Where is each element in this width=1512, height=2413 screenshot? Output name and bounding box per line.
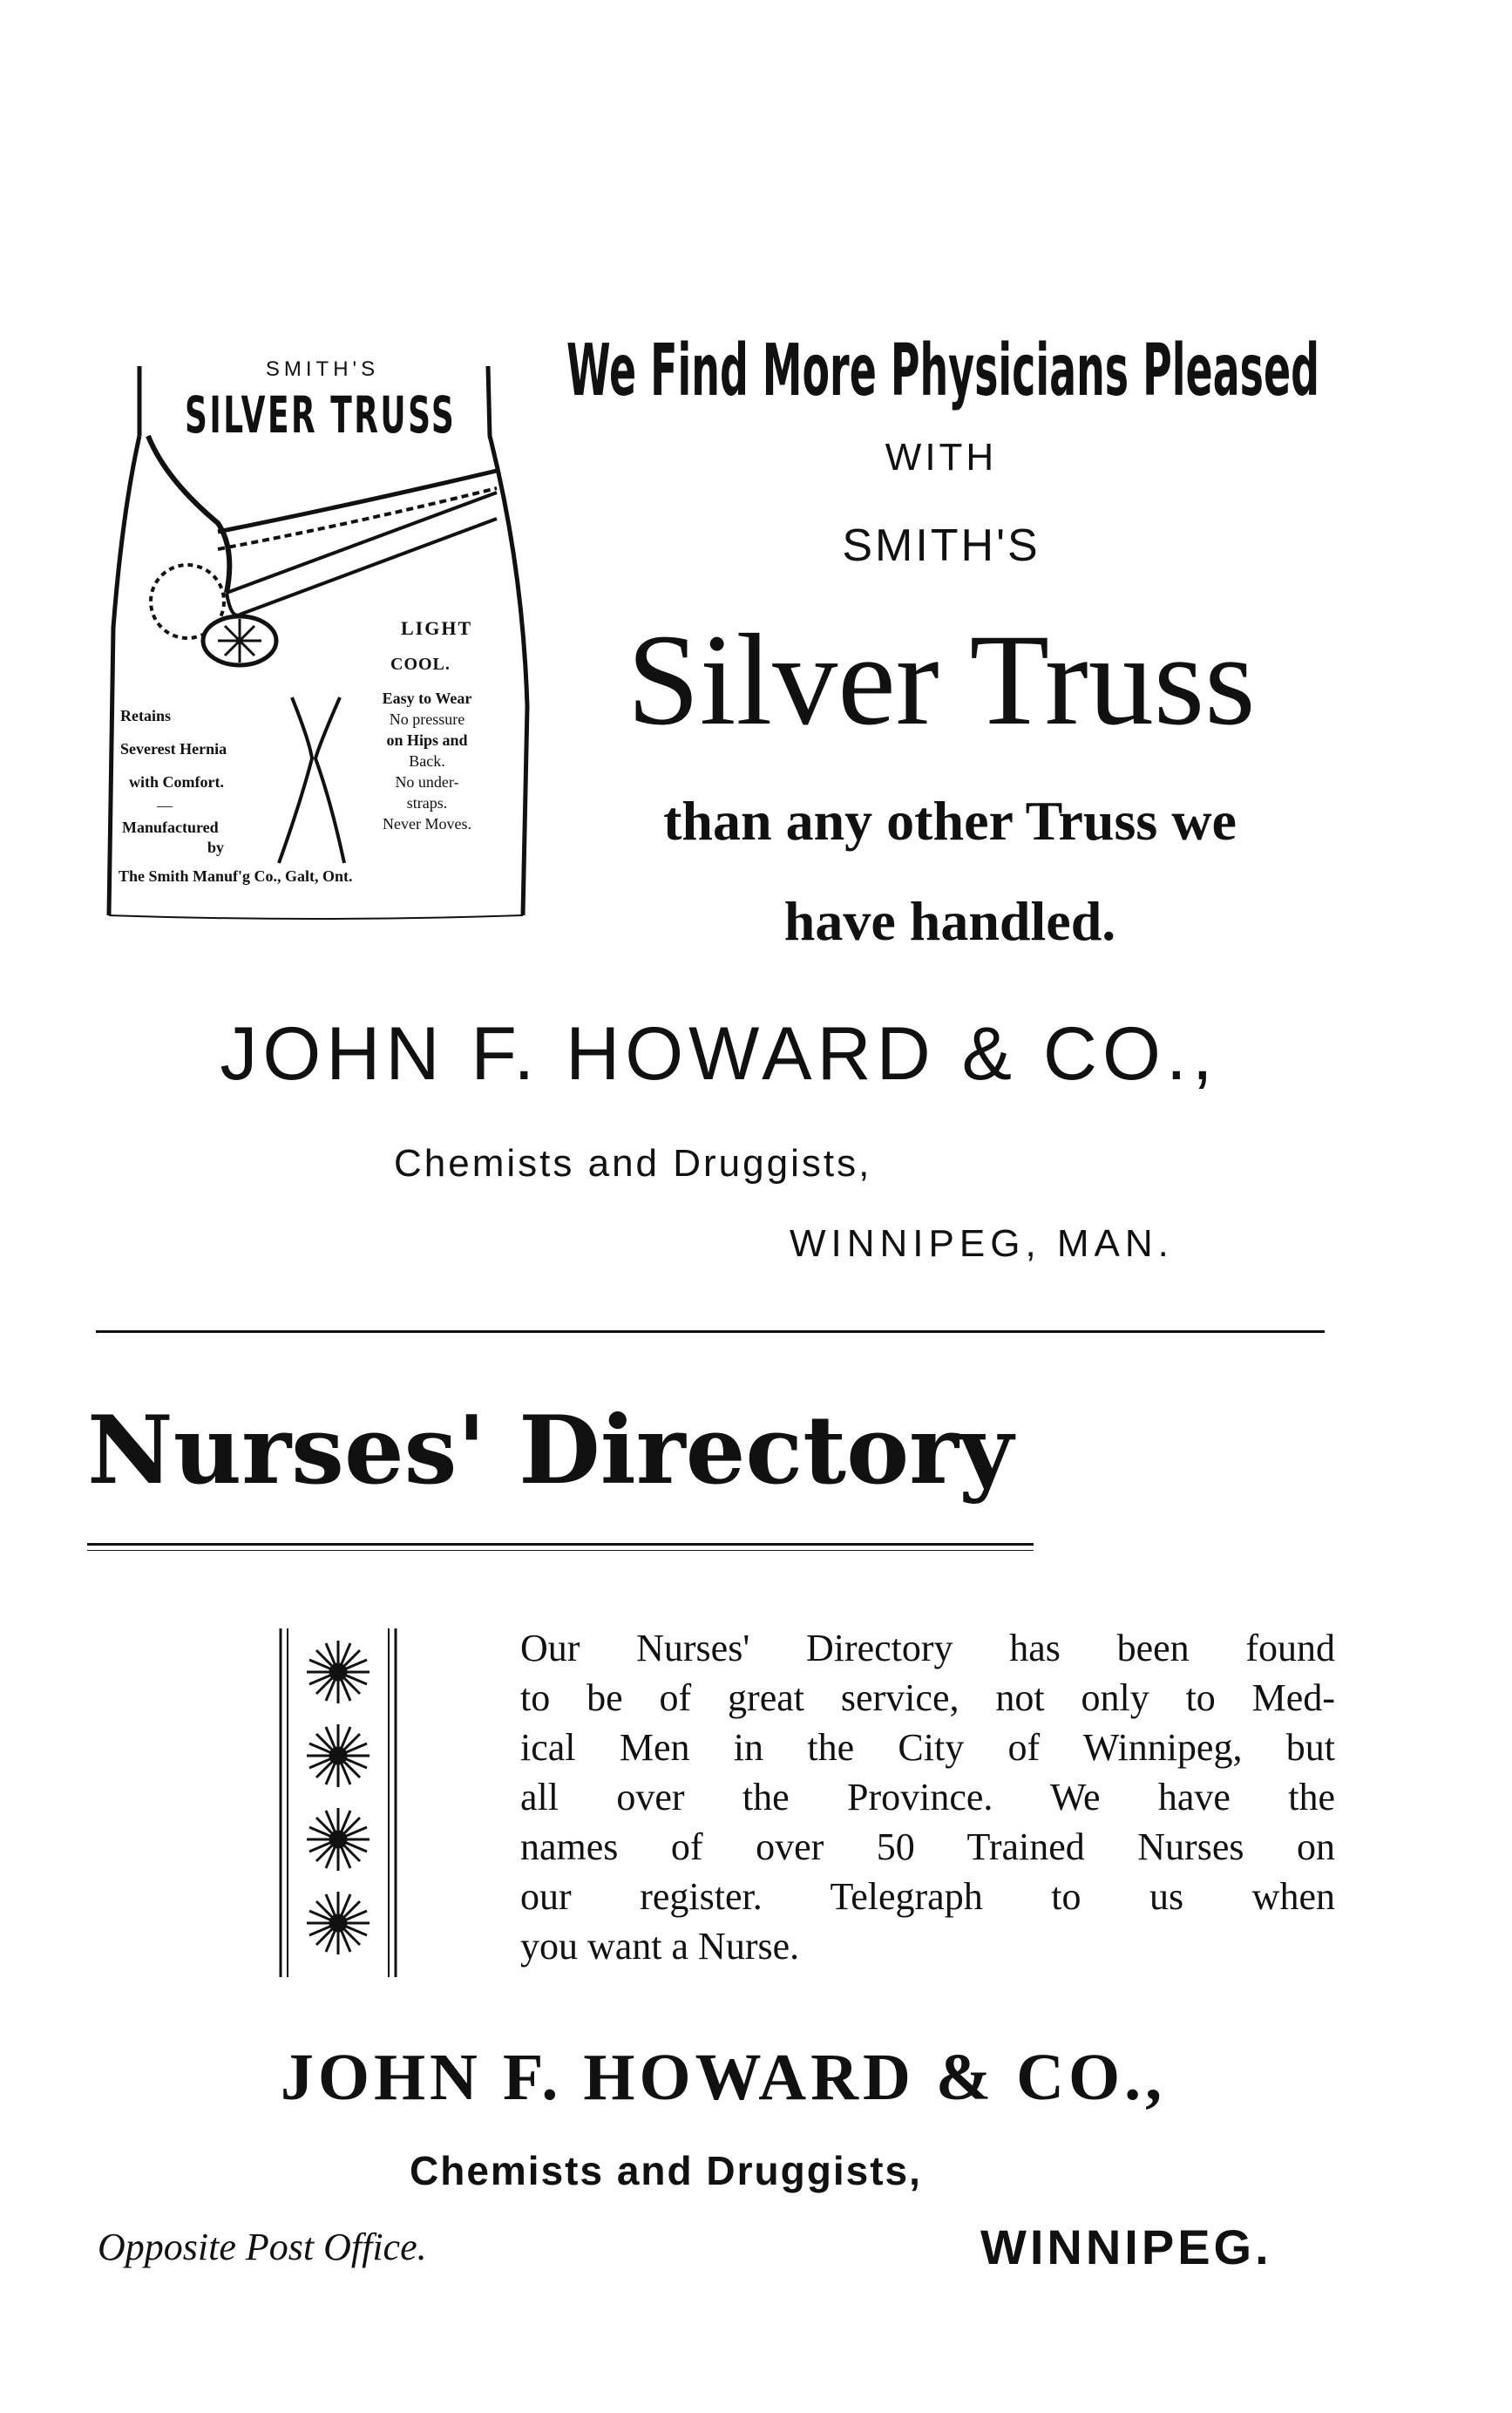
truss-light: LIGHT xyxy=(401,617,473,639)
section-divider xyxy=(96,1330,1325,1333)
truss-company-descriptor: Chemists and Druggists, xyxy=(394,1142,872,1185)
truss-retains-2: Severest Hernia xyxy=(120,740,227,758)
nurses-description-line: Our Nurses' Directory has been found xyxy=(520,1627,1335,1669)
truss-tagline-1: than any other Truss we xyxy=(663,790,1237,852)
truss-retains-3: with Comfort. xyxy=(129,773,224,791)
truss-image-title: SILVER TRUSS xyxy=(185,385,457,445)
truss-smiths: SMITH'S xyxy=(842,520,1041,571)
nurses-description-line: names of over 50 Trained Nurses on xyxy=(520,1825,1335,1868)
truss-cool: COOL. xyxy=(390,655,451,674)
truss-product-name: Silver Truss xyxy=(627,608,1256,752)
truss-illustration xyxy=(87,340,540,933)
nurses-description-line: you want a Nurse. xyxy=(520,1925,800,1968)
truss-company-name: JOHN F. HOWARD & CO., xyxy=(220,1012,1218,1096)
nurses-heading: Nurses' Directory xyxy=(87,1396,1014,1506)
nurses-description-line: all over the Province. We have the xyxy=(520,1776,1335,1818)
truss-top-caption: SMITH'S xyxy=(265,357,380,381)
truss-tagline-2: have handled. xyxy=(783,890,1116,952)
truss-retains-4: — xyxy=(157,797,173,814)
nurses-address: Opposite Post Office. xyxy=(98,2226,427,2268)
nurses-company-descriptor: Chemists and Druggists, xyxy=(410,2148,922,2193)
truss-easy-4: Back. xyxy=(409,752,445,770)
nurses-company-name: JOHN F. HOWARD & CO., xyxy=(280,2041,1167,2114)
truss-maker: The Smith Manuf'g Co., Galt, Ont. xyxy=(119,867,353,885)
truss-company-location: WINNIPEG, MAN. xyxy=(790,1222,1174,1265)
truss-headline: We Find More Physicians Pleased xyxy=(566,330,1320,412)
truss-retains-1: Retains xyxy=(120,707,171,724)
truss-easy-6: straps. xyxy=(406,794,448,812)
truss-easy-7: Never Moves. xyxy=(383,815,471,833)
nurses-city: WINNIPEG. xyxy=(980,2219,1272,2274)
truss-easy-2: No pressure xyxy=(389,710,465,728)
nurses-description xyxy=(520,1623,1335,1971)
truss-easy-3: on Hips and xyxy=(386,731,468,749)
heading-underline xyxy=(87,1543,1034,1546)
truss-easy-1: Easy to Wear xyxy=(382,690,472,707)
truss-retains-6: by xyxy=(207,839,225,856)
nurses-description-line: our register. Telegraph to us when xyxy=(520,1875,1335,1918)
nurses-description-line: ical Men in the City of Winnipeg, but xyxy=(520,1726,1335,1769)
heading-underline-thin xyxy=(87,1550,1034,1551)
truss-with: WITH xyxy=(885,436,998,479)
truss-easy-5: No under- xyxy=(395,773,459,791)
nurses-description-line: to be of great service, not only to Med- xyxy=(520,1676,1335,1719)
sunburst-ornament-icon xyxy=(277,1628,399,1977)
truss-retains-5: Manufactured xyxy=(122,819,219,836)
